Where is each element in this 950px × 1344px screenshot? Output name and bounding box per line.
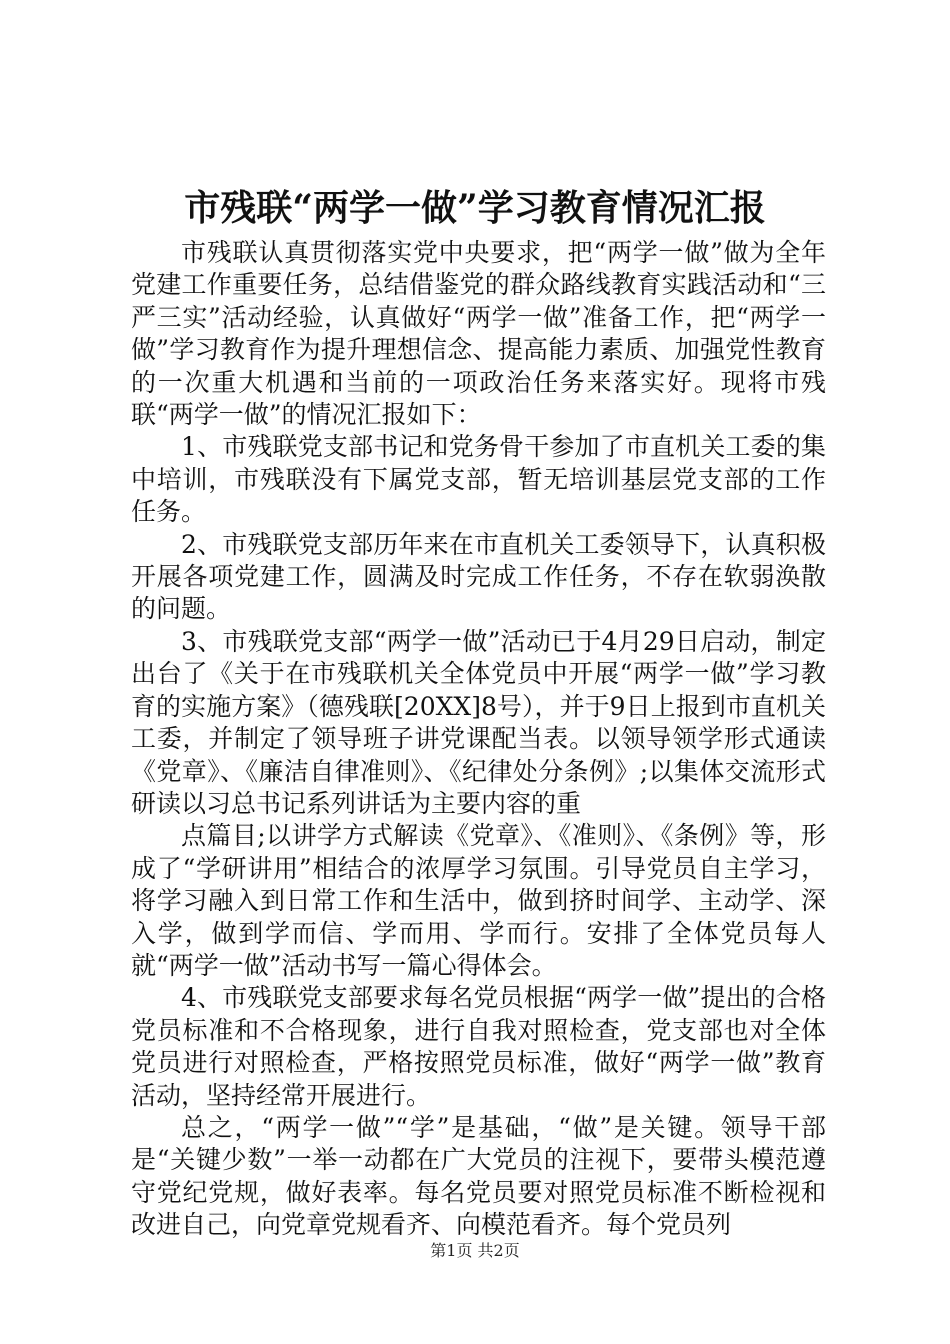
- page-number-footer: 第1页 共2页: [430, 1241, 520, 1260]
- paragraph-item-1: 1、市残联党支部书记和党务骨干参加了市直机关工委的集中培训，市残联没有下属党支部，暂无培训基层党支部的工作任务。: [131, 432, 826, 527]
- document-title: 市残联“两学一做”学习教育情况汇报: [184, 187, 766, 229]
- paragraph-intro: 市残联认真贯彻落实党中央要求，把“两学一做”做为全年党建工作重要任务，总结借鉴党的群众路线教育实践活动和“三严三实”活动经验，认真做好“两学一做”准备工作，把“两学一做”学习教育作为提升理想信念、提高能力素质、加强党性教育的一次重大机遇和当前的一项政治任务来落实好。现将市残联“两学一做”的情况汇报如下：: [131, 238, 826, 430]
- paragraph-item-3-continued: 点篇目;以讲学方式解读《党章》、《准则》、《条例》等，形成了“学研讲用”相结合的浓厚学习氛围。引导党员自主学习，将学习融入到日常工作和生活中，做到挤时间学、主动学、深入学，做到学而信、学而用、学而行。安排了全体党员每人就“两学一做”活动书写一篇心得体会。: [131, 821, 826, 980]
- paragraph-item-2: 2、市残联党支部历年来在市直机关工委领导下，认真积极开展各项党建工作，圆满及时完成工作任务，不存在软弱涣散的问题。: [131, 529, 826, 624]
- paragraph-item-3: 3、市残联党支部“两学一做”活动已于4月29日启动，制定出台了《关于在市残联机关全体党员中开展“两学一做”学习教育的实施方案》（德残联[20XX]8号），并于9日上报到市直机关工委，并制定了领导班子讲党课配当表。以领导领学形式通读《党章》、《廉洁自律准则》、《纪律处分条例》;以集体交流形式研读以习总书记系列讲话为主要内容的重: [131, 626, 826, 818]
- paragraph-item-4: 4、市残联党支部要求每名党员根据“两学一做”提出的合格党员标准和不合格现象，进行自我对照检查，党支部也对全体党员进行对照检查，严格按照党员标准，做好“两学一做”教育活动，坚持经常开展进行。: [131, 983, 826, 1110]
- paragraph-summary: 总之，“两学一做”“学”是基础，“做”是关键。领导干部是“关键少数”一举一动都在广大党员的注视下，要带头模范遵守党纪党规，做好表率。每名党员要对照党员标准不断检视和改进自己，向党章党规看齐、向模范看齐。每个党员列: [131, 1112, 826, 1240]
- document-body: [131, 237, 826, 1242]
